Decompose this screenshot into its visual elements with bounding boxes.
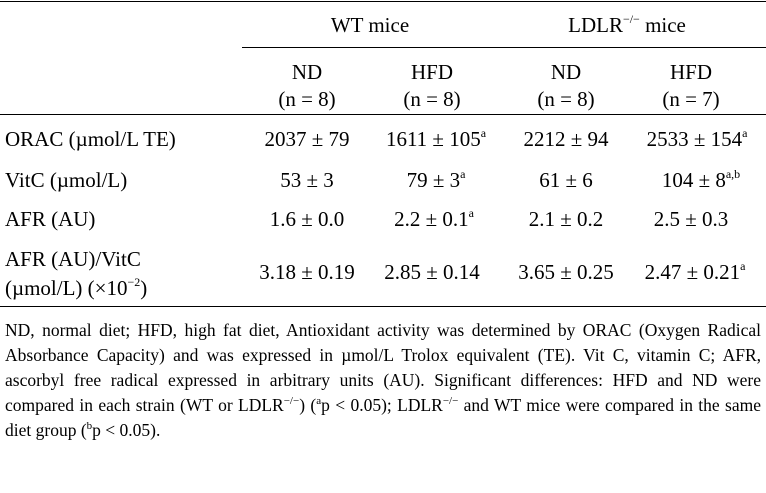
table-cell: 3.18 ± 0.19 (259, 260, 355, 284)
table-cell: $104 \pm 8^{a,b}$ (661, 167, 741, 192)
row-label-orac: ORAC (µmol/L TE) (5, 127, 176, 151)
table-footnote: ND, normal diet; HFD, high fat diet, Antioxidant activity was determined by ORAC (Oxygen Radical Absorbance Capacity) and was expressed in µmol/L Trolox equivalent (TE). Vit C, vitamin C; AFR, ascorbyl free radical expressed in arbitrary units (AU). Significant differences: HFD and ND were compared in each strain (WT or LDLR−/−) ($^a$p < 0.05); LDLR−/− and WT mice were compared in the same diet group ($^b$p < 0.05). (5, 320, 762, 440)
header-bottom-rule (0, 114, 766, 115)
table-cell: 61 ± 6 (539, 168, 593, 192)
table-top-rule (0, 1, 766, 2)
table-cell: 2.1 ± 0.2 (528, 207, 604, 231)
col-header-n: (n = 8) (278, 87, 336, 111)
row-label-vitc: VitC (µmol/L) (5, 168, 128, 192)
group-header-wt: WT mice (330, 13, 410, 37)
table-cell: 2.85 ± 0.14 (384, 260, 480, 284)
table-cell: 2.2 ± 0.1$^a$ (394, 206, 474, 231)
row-label-afr-vitc: AFR (AU)/VitC (µmol/L) $(\times 10^{-2})$ (5, 247, 148, 300)
table-cell: $2533 \pm 154^a$ (646, 126, 748, 151)
group-header-rule (242, 47, 766, 48)
row-label-afr: AFR (AU) (5, 207, 96, 231)
col-header-diet: ND (550, 60, 582, 84)
col-header-n: (n = 7) (662, 87, 720, 111)
table-cell: $1611 \pm 105^a$ (385, 126, 487, 151)
table-cell: $79 \pm 3^a$ (406, 167, 466, 192)
table-cell: 2212 ± 94 (523, 127, 609, 151)
table-cell: 3.65 ± 0.25 (518, 260, 614, 284)
table-cell: 2.5 ± 0.3 (653, 207, 729, 231)
table-bottom-rule (0, 306, 766, 307)
col-header-n: (n = 8) (403, 87, 461, 111)
table-cell: 2037 ± 79 (264, 127, 350, 151)
col-header-diet: HFD (669, 60, 713, 84)
table-cell: 53 ± 3 (280, 168, 334, 192)
table-cell: 2.47 ± 0.21$^a$ (644, 259, 746, 284)
col-header-n: (n = 8) (537, 87, 595, 111)
table-cell: 1.6 ± 0.0 (269, 207, 345, 231)
group-header-ldlr: LDLR−/− mice (568, 12, 686, 37)
col-header-diet: HFD (410, 60, 454, 84)
col-header-diet: ND (291, 60, 323, 84)
